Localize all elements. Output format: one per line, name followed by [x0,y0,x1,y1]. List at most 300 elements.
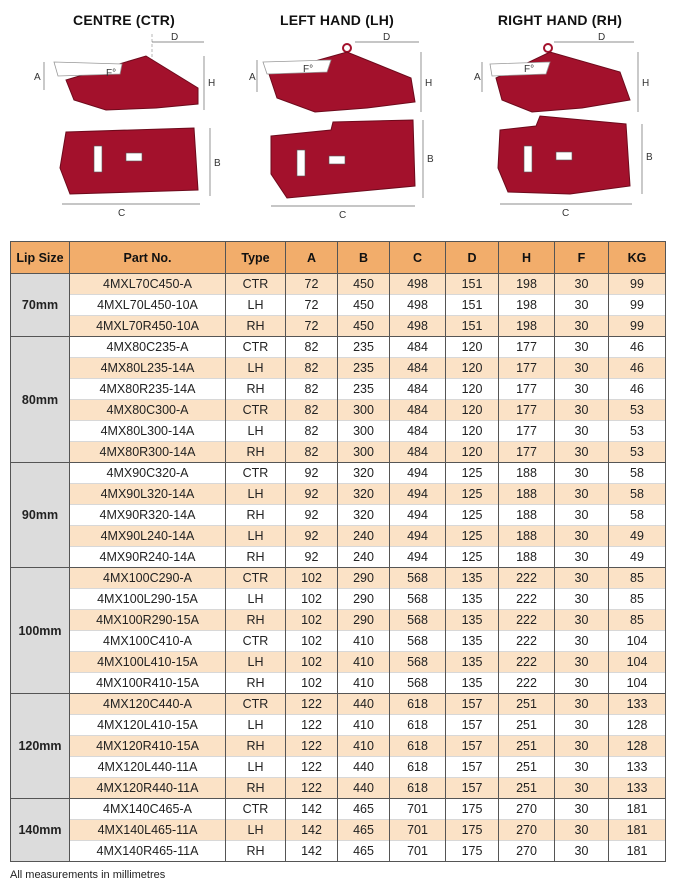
type-cell: CTR [226,337,286,358]
type-cell: CTR [226,631,286,652]
part-number-cell: 4MX140L465-11A [70,820,226,841]
tooth-side-view [496,52,630,112]
dim-b-cell: 410 [338,715,390,736]
part-number-cell: 4MX80L235-14A [70,358,226,379]
weight-cell: 85 [609,610,666,631]
part-number-cell: 4MX80R235-14A [70,379,226,400]
type-cell: RH [226,316,286,337]
part-number-cell: 4MXL70L450-10A [70,295,226,316]
dim-d-cell: 125 [446,526,499,547]
dim-f-cell: 30 [555,652,609,673]
table-row [11,841,666,862]
dim-f-cell: 30 [555,463,609,484]
part-number-cell: 4MX90R320-14A [70,505,226,526]
dim-f-cell: 30 [555,736,609,757]
column-header: H [499,242,555,274]
column-header: F [555,242,609,274]
lip-size-cell: 90mm [11,463,70,568]
type-cell: CTR [226,799,286,820]
weight-cell: 49 [609,526,666,547]
dim-b-cell: 235 [338,379,390,400]
part-number-cell: 4MX100L410-15A [70,652,226,673]
dim-f-cell: 30 [555,631,609,652]
table-row [11,757,666,778]
type-cell: RH [226,547,286,568]
dim-a-cell: 82 [286,421,338,442]
column-header: B [338,242,390,274]
dim-a-cell: 122 [286,757,338,778]
dim-c-cell: 618 [390,778,446,799]
dim-d-cell: 125 [446,547,499,568]
dim-a-cell: 122 [286,736,338,757]
table-row [11,547,666,568]
table-row [11,421,666,442]
view-left-hand [227,0,447,232]
dim-d-cell: 175 [446,799,499,820]
dim-a-cell: 122 [286,778,338,799]
dim-d-label: D [383,32,391,43]
weight-cell: 128 [609,715,666,736]
dim-a-cell: 82 [286,358,338,379]
table-row [11,463,666,484]
dim-a-cell: 72 [286,316,338,337]
weight-cell: 53 [609,442,666,463]
dim-b-cell: 410 [338,736,390,757]
dim-f-label: F° [524,64,535,75]
dim-f-cell: 30 [555,400,609,421]
part-number-cell: 4MX80C235-A [70,337,226,358]
dim-b-cell: 320 [338,505,390,526]
dim-a-cell: 102 [286,631,338,652]
dim-h-cell: 177 [499,421,555,442]
dim-b-cell: 290 [338,589,390,610]
part-number-cell: 4MXL70C450-A [70,274,226,295]
dim-b-cell: 440 [338,778,390,799]
table-row [11,337,666,358]
dim-c-cell: 618 [390,715,446,736]
weight-cell: 133 [609,694,666,715]
table-row [11,442,666,463]
weight-cell: 58 [609,505,666,526]
dim-f-cell: 30 [555,421,609,442]
view-right-hand [450,0,670,232]
dim-d-cell: 135 [446,631,499,652]
dim-h-label: H [208,78,216,89]
table-row [11,568,666,589]
weight-cell: 99 [609,274,666,295]
dim-b-cell: 465 [338,841,390,862]
table-row [11,631,666,652]
dim-a-cell: 72 [286,274,338,295]
view-title-centre: CENTRE (CTR) [73,12,175,28]
dim-b-cell: 290 [338,610,390,631]
dim-b-cell: 450 [338,274,390,295]
dim-b-cell: 300 [338,400,390,421]
right-hand-diagram [450,28,670,232]
dim-b-cell: 235 [338,337,390,358]
dim-c-cell: 701 [390,820,446,841]
dim-a-cell: 92 [286,484,338,505]
dim-f-cell: 30 [555,715,609,736]
column-header: Part No. [70,242,226,274]
dim-d-cell: 120 [446,400,499,421]
table-row [11,484,666,505]
dim-b-cell: 410 [338,631,390,652]
lip-size-cell: 140mm [11,799,70,862]
type-cell: LH [226,526,286,547]
type-cell: LH [226,295,286,316]
dim-f-cell: 30 [555,358,609,379]
weight-cell: 104 [609,652,666,673]
weight-cell: 58 [609,484,666,505]
dim-h-cell: 251 [499,757,555,778]
dim-d-label: D [598,32,606,43]
dim-a-label: A [249,72,256,83]
weight-cell: 46 [609,358,666,379]
part-number-cell: 4MXL70R450-10A [70,316,226,337]
dim-d-cell: 157 [446,757,499,778]
dim-h-cell: 188 [499,505,555,526]
dim-d-cell: 135 [446,652,499,673]
column-header: C [390,242,446,274]
dim-d-cell: 120 [446,379,499,400]
table-row [11,589,666,610]
dim-c-cell: 484 [390,337,446,358]
dim-c-cell: 484 [390,442,446,463]
dim-a-cell: 142 [286,820,338,841]
dim-f-cell: 30 [555,568,609,589]
part-number-cell: 4MX120R440-11A [70,778,226,799]
dim-c-cell: 618 [390,736,446,757]
dim-f-cell: 30 [555,274,609,295]
dim-d-cell: 151 [446,295,499,316]
dim-d-cell: 120 [446,421,499,442]
dim-b-label: B [214,158,221,169]
dim-f-cell: 30 [555,820,609,841]
dim-d-cell: 135 [446,589,499,610]
part-number-cell: 4MX90L240-14A [70,526,226,547]
dim-a-label: A [34,72,41,83]
type-cell: RH [226,673,286,694]
type-cell: LH [226,652,286,673]
dim-c-cell: 494 [390,484,446,505]
dim-c-cell: 494 [390,547,446,568]
table-header-row [11,242,666,274]
view-centre [14,0,234,232]
type-cell: RH [226,442,286,463]
left-hand-diagram [227,28,447,232]
part-number-cell: 4MX140C465-A [70,799,226,820]
weight-cell: 46 [609,337,666,358]
table-row [11,778,666,799]
product-diagrams [0,0,677,232]
dim-h-cell: 188 [499,547,555,568]
type-cell: CTR [226,694,286,715]
dim-a-cell: 92 [286,526,338,547]
dim-c-cell: 484 [390,400,446,421]
dim-h-cell: 177 [499,400,555,421]
dim-h-cell: 222 [499,568,555,589]
dim-d-cell: 151 [446,274,499,295]
table-row [11,526,666,547]
dim-h-cell: 188 [499,463,555,484]
table-row [11,673,666,694]
dim-d-cell: 120 [446,337,499,358]
dim-c-cell: 494 [390,526,446,547]
part-number-cell: 4MX80L300-14A [70,421,226,442]
dim-c-cell: 568 [390,568,446,589]
dim-b-cell: 300 [338,442,390,463]
dim-a-cell: 142 [286,841,338,862]
part-number-cell: 4MX100C410-A [70,631,226,652]
part-number-cell: 4MX90R240-14A [70,547,226,568]
dim-c-cell: 484 [390,421,446,442]
dim-d-cell: 125 [446,463,499,484]
table-row [11,652,666,673]
dim-b-cell: 410 [338,652,390,673]
table-row [11,610,666,631]
view-title-left-hand: LEFT HAND (LH) [279,12,394,28]
dim-d-cell: 157 [446,694,499,715]
dim-f-cell: 30 [555,841,609,862]
dim-d-cell: 175 [446,841,499,862]
dim-d-cell: 135 [446,568,499,589]
dim-a-cell: 92 [286,505,338,526]
dim-c-cell: 568 [390,652,446,673]
dim-h-cell: 188 [499,526,555,547]
dim-b-cell: 450 [338,316,390,337]
weight-cell: 128 [609,736,666,757]
part-number-cell: 4MX90L320-14A [70,484,226,505]
dim-b-cell: 465 [338,820,390,841]
dim-h-cell: 270 [499,799,555,820]
dim-f-cell: 30 [555,442,609,463]
dim-c-cell: 498 [390,274,446,295]
part-number-cell: 4MX100R410-15A [70,673,226,694]
weight-cell: 49 [609,547,666,568]
type-cell: LH [226,484,286,505]
dim-h-cell: 222 [499,589,555,610]
dim-a-label: A [474,72,481,83]
column-header: A [286,242,338,274]
dim-d-label: D [171,32,179,43]
dim-f-cell: 30 [555,757,609,778]
weight-cell: 104 [609,673,666,694]
dim-d-cell: 157 [446,778,499,799]
dim-c-cell: 484 [390,358,446,379]
dim-d-cell: 120 [446,358,499,379]
dim-a-cell: 82 [286,400,338,421]
dim-b-cell: 440 [338,694,390,715]
part-number-cell: 4MX100C290-A [70,568,226,589]
dim-h-cell: 177 [499,442,555,463]
table-body [11,274,666,862]
dim-f-cell: 30 [555,379,609,400]
dim-a-cell: 92 [286,547,338,568]
dim-f-cell: 30 [555,316,609,337]
dim-c-cell: 498 [390,295,446,316]
dim-b-cell: 300 [338,421,390,442]
dim-a-cell: 102 [286,568,338,589]
part-number-cell: 4MX100L290-15A [70,589,226,610]
table-row [11,316,666,337]
dim-c-cell: 484 [390,379,446,400]
dim-f-cell: 30 [555,505,609,526]
lip-size-cell: 120mm [11,694,70,799]
dim-f-cell: 30 [555,547,609,568]
dim-h-cell: 270 [499,820,555,841]
lip-size-cell: 80mm [11,337,70,463]
dim-h-cell: 222 [499,610,555,631]
type-cell: RH [226,505,286,526]
type-cell: LH [226,358,286,379]
type-cell: LH [226,820,286,841]
dim-h-cell: 222 [499,673,555,694]
table-row [11,379,666,400]
weight-cell: 85 [609,589,666,610]
dim-f-cell: 30 [555,694,609,715]
dim-f-label: F° [106,68,117,79]
part-number-cell: 4MX120L440-11A [70,757,226,778]
dim-c-cell: 701 [390,799,446,820]
dim-a-cell: 142 [286,799,338,820]
dim-f-cell: 30 [555,673,609,694]
table-row [11,505,666,526]
part-number-cell: 4MX100R290-15A [70,610,226,631]
part-number-cell: 4MX90C320-A [70,463,226,484]
dim-d-cell: 135 [446,610,499,631]
table-row [11,715,666,736]
part-number-cell: 4MX80C300-A [70,400,226,421]
dim-f-cell: 30 [555,484,609,505]
dim-h-cell: 222 [499,652,555,673]
type-cell: RH [226,610,286,631]
type-cell: LH [226,757,286,778]
dim-c-cell: 618 [390,757,446,778]
type-cell: CTR [226,274,286,295]
dim-h-cell: 222 [499,631,555,652]
dim-b-label: B [646,152,653,163]
dim-c-label: C [118,208,126,219]
dim-b-cell: 320 [338,484,390,505]
type-cell: LH [226,589,286,610]
part-number-cell: 4MX120C440-A [70,694,226,715]
dim-c-cell: 494 [390,505,446,526]
table-row [11,736,666,757]
weight-cell: 104 [609,631,666,652]
dim-h-label: H [425,78,433,89]
footnote: All measurements in millimetres [10,869,166,881]
dim-a-cell: 102 [286,673,338,694]
dim-d-cell: 125 [446,484,499,505]
dim-h-cell: 177 [499,337,555,358]
table-row [11,358,666,379]
type-cell: LH [226,715,286,736]
dim-f-label: F° [303,64,314,75]
dim-h-cell: 177 [499,379,555,400]
type-cell: RH [226,736,286,757]
dim-d-cell: 157 [446,736,499,757]
dim-d-cell: 135 [446,673,499,694]
dim-b-cell: 450 [338,295,390,316]
dim-b-cell: 240 [338,547,390,568]
dim-a-cell: 122 [286,715,338,736]
dim-b-cell: 440 [338,757,390,778]
dim-a-cell: 102 [286,652,338,673]
dim-c-cell: 568 [390,673,446,694]
weight-cell: 99 [609,295,666,316]
weight-cell: 85 [609,568,666,589]
type-cell: CTR [226,568,286,589]
dim-h-cell: 198 [499,295,555,316]
dim-f-cell: 30 [555,610,609,631]
dim-h-cell: 251 [499,715,555,736]
dim-h-cell: 188 [499,484,555,505]
dim-a-cell: 122 [286,694,338,715]
table-row [11,274,666,295]
type-cell: CTR [226,400,286,421]
type-cell: RH [226,379,286,400]
dim-h-cell: 270 [499,841,555,862]
dim-b-cell: 410 [338,673,390,694]
dim-f-cell: 30 [555,526,609,547]
dim-c-cell: 701 [390,841,446,862]
dim-h-cell: 251 [499,736,555,757]
column-header: Lip Size [11,242,70,274]
dim-a-cell: 72 [286,295,338,316]
dim-d-cell: 151 [446,316,499,337]
dim-d-cell: 120 [446,442,499,463]
dim-a-cell: 82 [286,442,338,463]
weight-cell: 53 [609,421,666,442]
dim-b-cell: 290 [338,568,390,589]
dim-f-cell: 30 [555,589,609,610]
dim-h-cell: 251 [499,694,555,715]
dim-a-cell: 102 [286,610,338,631]
dim-d-cell: 175 [446,820,499,841]
part-number-cell: 4MX140R465-11A [70,841,226,862]
dim-c-cell: 498 [390,316,446,337]
dim-b-cell: 235 [338,358,390,379]
type-cell: CTR [226,463,286,484]
dim-h-cell: 198 [499,316,555,337]
lip-size-cell: 70mm [11,274,70,337]
column-header: Type [226,242,286,274]
dim-a-cell: 82 [286,337,338,358]
dim-a-cell: 92 [286,463,338,484]
table-row [11,694,666,715]
weight-cell: 133 [609,757,666,778]
view-title-right-hand: RIGHT HAND (RH) [497,12,623,28]
lip-size-cell: 100mm [11,568,70,694]
dim-b-cell: 320 [338,463,390,484]
dim-f-cell: 30 [555,778,609,799]
weight-cell: 58 [609,463,666,484]
dim-b-label: B [427,154,434,165]
type-cell: LH [226,421,286,442]
dim-b-cell: 240 [338,526,390,547]
table-row [11,820,666,841]
weight-cell: 181 [609,820,666,841]
dim-d-cell: 125 [446,505,499,526]
table-row [11,295,666,316]
weight-cell: 133 [609,778,666,799]
dim-f-cell: 30 [555,799,609,820]
dim-c-cell: 568 [390,610,446,631]
dim-h-cell: 177 [499,358,555,379]
part-number-cell: 4MX120R410-15A [70,736,226,757]
weight-cell: 46 [609,379,666,400]
